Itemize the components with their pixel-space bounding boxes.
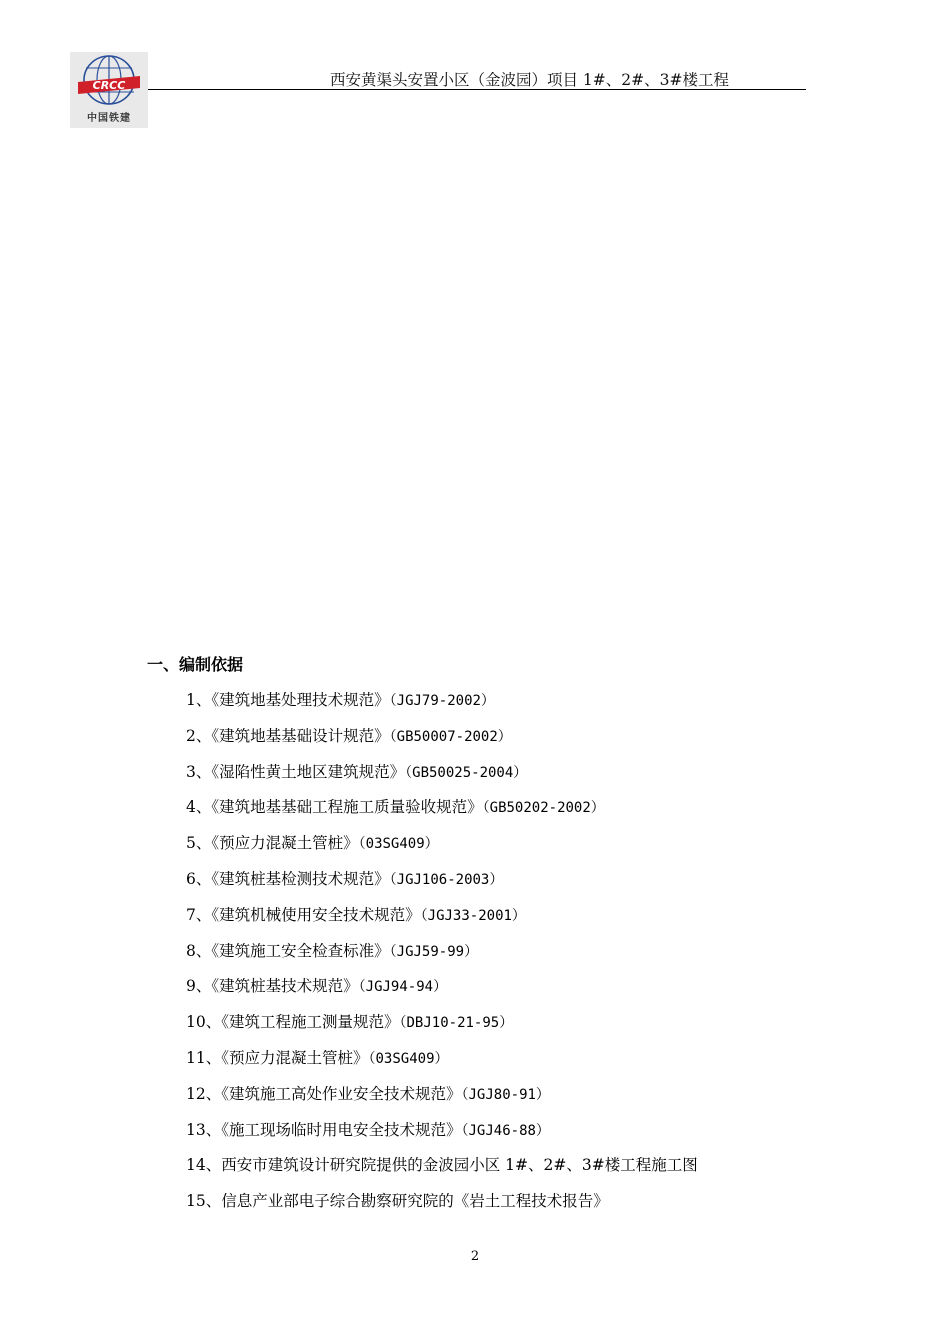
item-number: 2、: [186, 726, 212, 745]
list-item: [186, 903, 698, 939]
item-title: 《预应力混凝土管桩》: [221, 1048, 369, 1067]
logo-text: 中国铁建: [87, 113, 131, 124]
list-item: [186, 1010, 698, 1046]
list-item: [186, 939, 698, 975]
document-header-title: 西安黄渠头安置小区（金波园）项目 1#、2#、3#楼工程: [330, 71, 729, 89]
list-item: [186, 1189, 698, 1225]
item-code: （JGJ79-2002）: [389, 693, 495, 709]
item-title: 《建筑地基处理技术规范》: [211, 691, 390, 709]
item-code: （DBJ10-21-95）: [399, 1015, 514, 1032]
item-code: （03SG409）: [358, 836, 439, 853]
item-number: 10、: [186, 1013, 222, 1032]
item-code: （03SG409）: [368, 1050, 449, 1067]
item-number: 9、: [186, 977, 212, 996]
item-title: 《建筑工程施工测量规范》: [221, 1013, 400, 1032]
list-item: [186, 724, 698, 760]
item-title: 信息产业部电子综合勘察研究院的《岩土工程技术报告》: [221, 1192, 609, 1211]
logo-monogram: CRCC: [92, 79, 126, 92]
company-logo: [70, 52, 148, 128]
header-divider: [148, 89, 806, 90]
item-code: （JGJ106-2003）: [389, 871, 504, 888]
item-title: 《建筑地基基础工程施工质量验收规范》: [211, 798, 483, 817]
item-number: 3、: [186, 762, 212, 781]
item-number: 5、: [186, 834, 212, 853]
item-code: （GB50007-2002）: [389, 728, 512, 745]
item-title: 《建筑施工高处作业安全技术规范》: [221, 1084, 462, 1103]
list-item: [186, 1046, 698, 1082]
list-item: [186, 688, 698, 724]
item-number: 11、: [186, 1048, 222, 1067]
item-number: 13、: [186, 1120, 222, 1139]
list-item: [186, 974, 698, 1010]
item-code: （JGJ33-2001）: [420, 907, 526, 924]
item-number: 4、: [186, 798, 212, 817]
item-number: 1、: [186, 691, 212, 709]
list-item: [186, 867, 698, 903]
section-heading: 一、编制依据: [147, 655, 244, 674]
item-title: 《建筑机械使用安全技术规范》: [211, 905, 421, 924]
item-number: 15、: [186, 1192, 222, 1211]
item-title: 《预应力混凝土管桩》: [211, 834, 359, 853]
item-title: 《建筑桩基检测技术规范》: [211, 869, 390, 888]
item-code: （JGJ46-88）: [461, 1122, 550, 1139]
list-item: [186, 1153, 698, 1189]
item-number: 12、: [186, 1084, 222, 1103]
item-code: （JGJ80-91）: [461, 1086, 550, 1103]
item-title: 《建筑施工安全检查标准》: [211, 941, 390, 960]
item-code: （JGJ59-99）: [389, 943, 479, 960]
reference-list: [186, 688, 698, 1225]
item-number: 8、: [186, 941, 212, 960]
item-code: （GB50202-2002）: [482, 800, 605, 817]
crcc-globe-logo-icon: [70, 52, 148, 108]
item-title: 西安市建筑设计研究院提供的金波园小区 1#、2#、3#楼工程施工图: [221, 1156, 698, 1175]
item-code: （GB50025-2004）: [405, 764, 528, 781]
list-item: [186, 1118, 698, 1154]
item-number: 14、: [186, 1156, 222, 1175]
item-title: 《建筑桩基技术规范》: [211, 977, 359, 996]
item-title: 《湿陷性黄土地区建筑规范》: [211, 762, 406, 781]
item-code: （JGJ94-94）: [358, 979, 448, 996]
item-number: 7、: [186, 905, 212, 924]
list-item: [186, 1082, 698, 1118]
list-item: [186, 831, 698, 867]
item-title: 《建筑地基基础设计规范》: [211, 726, 390, 745]
item-number: 6、: [186, 869, 212, 888]
list-item: [186, 760, 698, 796]
page-number: 2: [470, 1249, 480, 1264]
item-title: 《施工现场临时用电安全技术规范》: [221, 1120, 462, 1139]
list-item: [186, 795, 698, 831]
